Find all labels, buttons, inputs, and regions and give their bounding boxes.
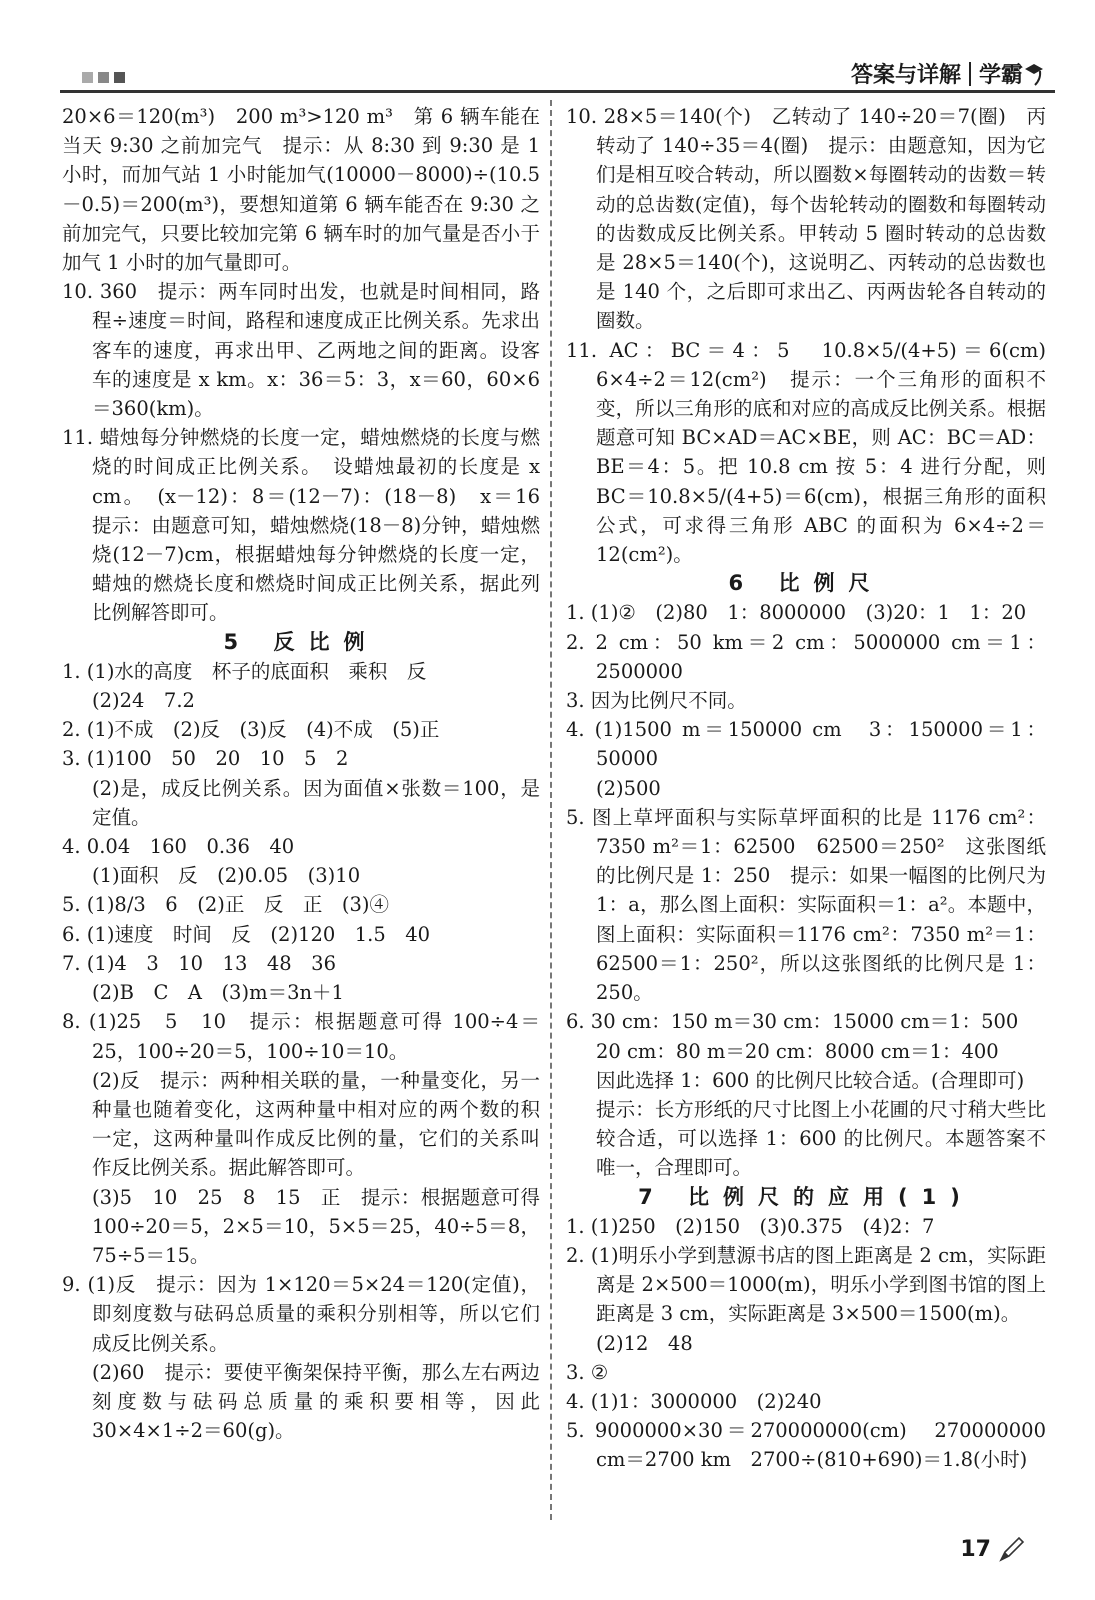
answer-paragraph: 5. (1)8/3 6 (2)正 反 正 (3)④ [62,893,389,917]
answer-paragraph: 提示：长方形纸的尺寸比图上小花圃的尺寸稍大些比较合适，可以选择 1：600 的比例尺。本题答案不唯一，合理即可。 [596,1097,1046,1180]
answer-paragraph: 2. (1)不成 (2)反 (3)反 (4)不成 (5)正 [62,718,440,742]
answer-paragraph: 2. 2 cm：50 km＝2 cm：5000000 cm＝1：2500000 [566,630,1046,683]
column-divider [550,100,552,1520]
answer-paragraph: (3)5 10 25 8 15 正 提示：根据题意可得 100÷20＝5，2×5＝10，5×5＝25，40÷5＝8，75÷5＝15。 [92,1185,540,1267]
header-rule [60,90,1055,93]
header-separator [969,62,971,86]
answer-paragraph: 9. (1)反 提示：因为 1×120＝5×24＝120(定值)，即刻度数与砝码总质量的乘积分别相等，所以它们成反比例关系。 [62,1273,540,1355]
answer-paragraph: 4. 0.04 160 0.36 40 [62,835,295,859]
answer-paragraph: 3. (1)100 50 20 10 5 2 [62,747,349,771]
answer-paragraph: 2. (1)明乐小学到慧源书店的图上距离是 2 cm，实际距离是 2×500＝1000(m)，明乐小学到图书馆的图上距离是 3 cm，实际距离是 3×500＝1500(m)。 [566,1243,1046,1326]
section-heading: 5 反比例 [223,629,379,654]
answer-paragraph: 1. (1)250 (2)150 (3)0.375 (4)2：7 [566,1214,935,1238]
answer-paragraph: 6. (1)速度 时间 反 (2)120 1.5 40 [62,922,431,946]
page-number: 17 [960,1537,991,1562]
answer-paragraph: 6. 30 cm：150 m＝30 cm：15000 cm＝1：500 [566,1010,1019,1034]
answer-paragraph: 3. ② [566,1360,609,1384]
answer-paragraph: 11. 蜡烛每分钟燃烧的长度一定，蜡烛燃烧的长度与燃烧的时间成正比例关系。 设蜡烛最初的长度是 x cm。 (x－12)：8＝(12－7)：(18－8) x＝16 提示：由题意可知，蜡烛燃烧(18－8)分钟，蜡烛燃烧(12－7)cm，根据蜡烛每分钟燃烧的长度一定，蜡烛的燃烧长度和燃烧时间成正比例关系，据此列比例解答即可。 [62,426,560,625]
header-title: 答案与详解 [850,63,961,88]
answer-paragraph: 5. 图上草坪面积与实际草坪面积的比是 1176 cm²：7350 m²＝1：62500 62500＝250² 这张图纸的比例尺是 1：250 提示：如果一幅图的比例尺为 1：a，那么图上面积：实际面积＝1：a²。本题中，图上面积：实际面积＝1176 cm²：7350 m²＝1：62500＝1：250²，所以这张图纸的比例尺是 1：250。 [566,805,1046,1005]
left-column [62,102,560,1445]
answer-paragraph: (2)500 [596,776,661,800]
answer-paragraph: 10. 28×5＝140(个) 乙转动了 140÷20＝7(圈) 丙转动了 140÷35＝4(圈) 提示：由题意知，因为它们是相互咬合转动，所以圈数×每圈转动的齿数＝转动的总齿数(定值)，每个齿轮转动的圈数和每圈转动的齿数成反比例关系。甲转动 5 圈时转动的总齿数是 28×5＝140(个)，这说明乙、丙转动的总齿数也是 140 个，之后即可求出乙、丙两齿轮各自转动的圈数。 [566,105,1046,333]
section-heading: 7 比例尺的应用(1) [638,1184,974,1209]
answer-paragraph: 4. (1)1500 m＝150000 cm 3：150000＝1：50000 [566,718,1046,771]
pencil-icon [997,1536,1025,1564]
answer-paragraph: (2)24 7.2 [92,689,195,713]
answer-paragraph: 20×6＝120(m³) 200 m³>120 m³ 第 6 辆车能在当天 9:30 之前加完气 提示：从 8:30 到 9:30 是 1 小时，而加气站 1 小时能加气(10000－8000)÷(10.5－0.5)＝200(m³)，要想知道第 6 辆车能否在 9:30 之前加完气，只要比较加完第 6 辆车时的加气量是否小于加气 1 小时的加气量即可。 [62,105,540,275]
answer-paragraph: (2)60 提示：要使平衡架保持平衡，那么左右两边刻度数与砝码总质量的乘积要相等，因此 30×4×1÷2＝60(g)。 [92,1360,540,1443]
graduation-cap-icon [1023,61,1045,87]
answer-paragraph: (2)12 48 [596,1331,693,1355]
right-column [566,102,1066,1475]
header-title-group [851,58,1045,89]
answer-paragraph: 1. (1)② (2)80 1：8000000 (3)20：1 1：20 [566,601,1027,625]
header-brand: 学霸 [978,63,1023,88]
answer-paragraph: 7. (1)4 3 10 13 48 36 [62,951,336,975]
answer-paragraph: (2)是，成反比例关系。因为面值×张数＝100，是定值。 [92,776,540,829]
page-header [60,50,1055,92]
answer-paragraph: 5. 9000000×30＝270000000(cm) 270000000 cm＝2700 km 2700÷(810+690)＝1.8(小时) [566,1419,1046,1472]
answer-paragraph: 3. 因为比例尺不同。 [566,689,747,713]
answer-paragraph: 4. (1)1：3000000 (2)240 [566,1389,822,1413]
section-heading: 6 比例尺 [728,571,884,596]
answer-paragraph: 1. (1)水的高度 杯子的底面积 乘积 反 [62,659,427,683]
answer-paragraph: 8. (1)25 5 10 提示：根据题意可得 100÷4＝25，100÷20＝5，100÷10＝10。 [62,1010,540,1063]
answer-paragraph: 11. AC：BC＝4：5 10.8×5/(4+5)＝6(cm) 6×4÷2＝12(cm²) 提示：一个三角形的面积不变，所以三角形的底和对应的高成反比例关系。根据题意可知 BC×AD＝AC×BE，则 AC：BC＝AD：BE＝4：5。把 10.8 cm 按 5：4 进行分配，则 BC＝10.8×5/(4+5)＝6(cm)，根据三角形的面积公式，可求得三角形 ABC 的面积为 6×4÷2＝12(cm²)。 [566,338,1066,567]
answer-paragraph: 10. 360 提示：两车同时出发，也就是时间相同，路程÷速度＝时间，路程和速度成正比例关系。先求出客车的速度，再求出甲、乙两地之间的距离。设客车的速度是 x km。x：36＝5：3，x＝60，60×6＝360(km)。 [62,280,540,421]
answer-paragraph: 因此选择 1：600 的比例尺比较合适。(合理即可) [596,1068,1025,1092]
answer-paragraph: 20 cm：80 m＝20 cm：8000 cm＝1：400 [596,1039,999,1063]
header-squares-icon [82,72,125,83]
answer-paragraph: (2)B C A (3)m＝3n＋1 [92,981,344,1005]
answer-paragraph: (1)面积 反 (2)0.05 (3)10 [92,864,361,888]
answer-paragraph: (2)反 提示：两种相关联的量，一种量变化，另一种量也随着变化，这两种量中相对应的两个数的积一定，这两种量叫作成反比例的量，它们的关系叫作反比例关系。据此解答即可。 [92,1068,540,1180]
